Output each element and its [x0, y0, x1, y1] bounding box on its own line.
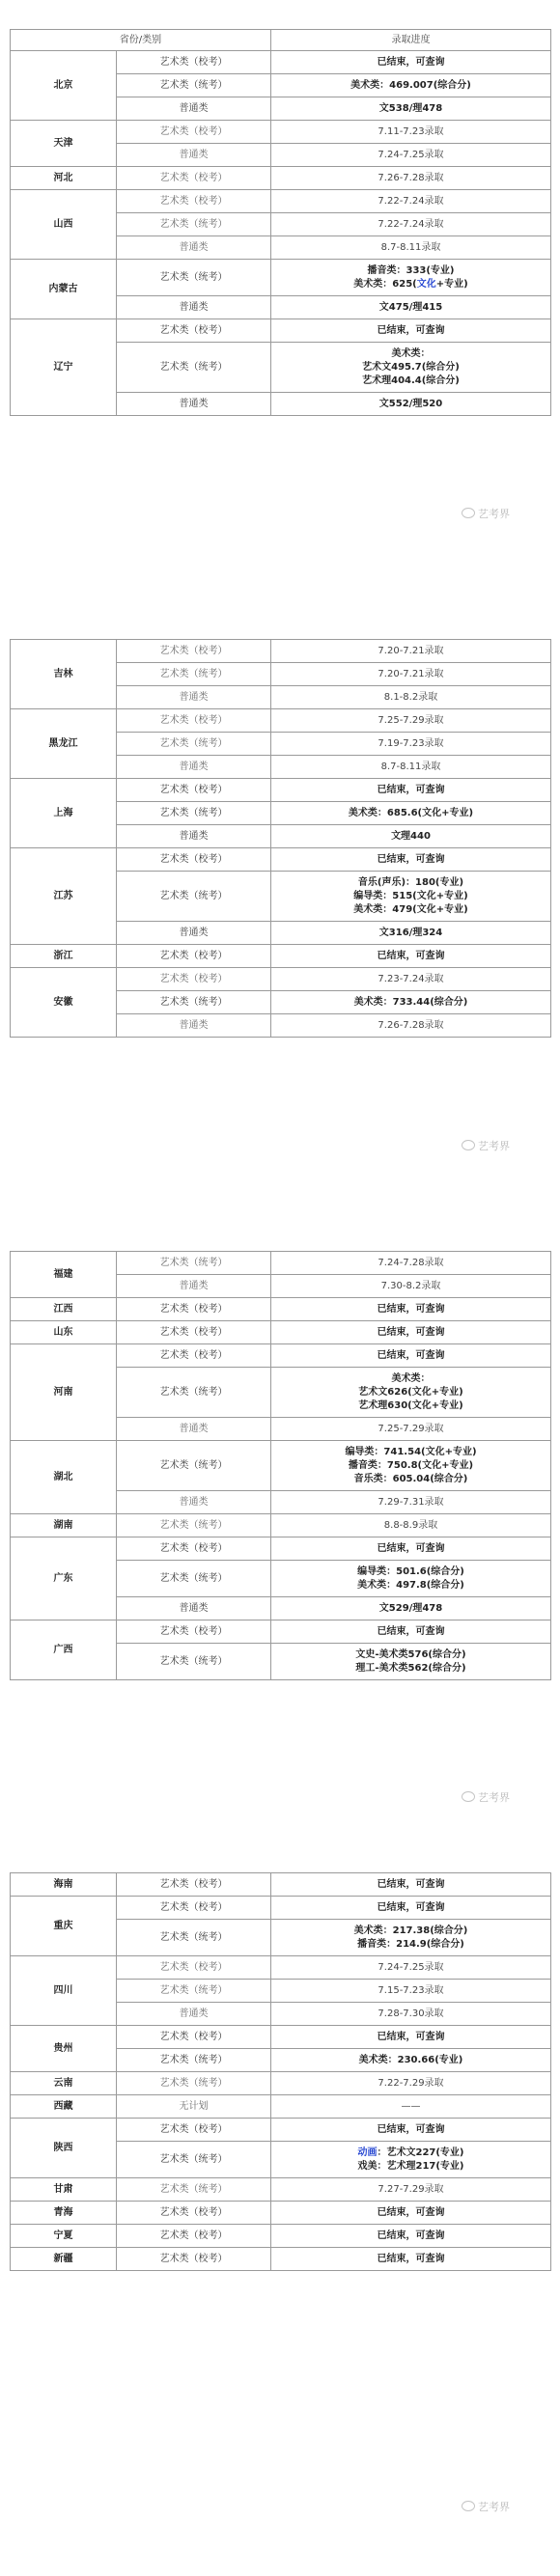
category-cell: 艺术类（校考） — [117, 2248, 271, 2271]
table-row — [11, 779, 551, 802]
progress-line: 编导类：515(文化+专业) — [353, 890, 468, 901]
watermark-text: 艺考界 — [478, 1140, 510, 1152]
table-row — [11, 2225, 551, 2248]
province-cell: 广东 — [11, 1537, 117, 1620]
watermark-text: 艺考界 — [478, 2501, 510, 2513]
category-cell: 艺术类（统考） — [117, 1561, 271, 1597]
progress-line: 艺术文626(文化+专业) — [358, 1386, 463, 1398]
table-row — [11, 319, 551, 343]
table-row — [11, 121, 551, 144]
category-cell: 艺术类（统考） — [117, 213, 271, 236]
category-cell: 普通类 — [117, 1491, 271, 1514]
province-cell: 贵州 — [11, 2026, 117, 2072]
progress-line: 7.24-7.25录取 — [378, 149, 444, 160]
table-row — [11, 51, 551, 74]
progress-cell — [271, 1920, 551, 1956]
progress-line: 已结束，可查询 — [377, 2253, 445, 2264]
progress-cell — [271, 260, 551, 296]
province-cell: 湖北 — [11, 1441, 117, 1514]
progress-line: 7.25-7.29录取 — [378, 1423, 444, 1434]
table-row — [11, 2026, 551, 2049]
province-cell: 青海 — [11, 2202, 117, 2225]
category-cell: 普通类 — [117, 756, 271, 779]
progress-line: 美术类：230.66(专业) — [358, 2054, 463, 2065]
category-cell: 艺术类（统考） — [117, 1368, 271, 1418]
table-row — [11, 1344, 551, 1368]
progress-cell — [271, 1368, 551, 1418]
progress-cell — [271, 296, 551, 319]
category-cell: 艺术类（校考） — [117, 848, 271, 872]
wechat-icon — [462, 508, 475, 518]
province-cell: 吉林 — [11, 640, 117, 709]
table-row — [11, 2178, 551, 2202]
progress-cell — [271, 1491, 551, 1514]
progress-line: 7.29-7.31录取 — [378, 1496, 444, 1508]
category-cell: 艺术类（校考） — [117, 1873, 271, 1897]
progress-cell — [271, 2178, 551, 2202]
progress-line: 7.28-7.30录取 — [378, 2008, 444, 2019]
province-cell: 内蒙古 — [11, 260, 117, 319]
progress-cell — [271, 2119, 551, 2142]
category-cell: 艺术类（统考） — [117, 991, 271, 1014]
category-cell: 艺术类（统考） — [117, 1980, 271, 2003]
category-cell: 艺术类（校考） — [117, 121, 271, 144]
category-cell: 艺术类（校考） — [117, 319, 271, 343]
progress-cell — [271, 343, 551, 393]
category-cell: 艺术类（统考） — [117, 2072, 271, 2095]
progress-line: 7.22-7.24录取 — [378, 195, 444, 207]
category-cell: 普通类 — [117, 236, 271, 260]
progress-cell — [271, 121, 551, 144]
progress-line: 已结束，可查询 — [377, 2123, 445, 2135]
progress-line: 已结束，可查询 — [377, 1303, 445, 1315]
progress-line: 美术类：469.007(综合分) — [350, 79, 471, 91]
category-cell: 艺术类（统考） — [117, 1514, 271, 1537]
category-cell: 艺术类（统考） — [117, 733, 271, 756]
progress-line: 播音类：214.9(综合分) — [357, 1938, 464, 1950]
province-cell: 甘肃 — [11, 2178, 117, 2202]
progress-line: 7.23-7.24录取 — [378, 973, 444, 984]
progress-cell — [271, 872, 551, 922]
progress-line: 已结束，可查询 — [377, 853, 445, 865]
province-cell: 重庆 — [11, 1897, 117, 1956]
progress-line: 7.20-7.21录取 — [378, 645, 444, 656]
table-row — [11, 167, 551, 190]
progress-cell — [271, 144, 551, 167]
progress-line: 7.30-8.2录取 — [380, 1280, 441, 1291]
progress-cell — [271, 1561, 551, 1597]
table-row — [11, 2072, 551, 2095]
progress-line: 7.15-7.23录取 — [378, 1984, 444, 1996]
table-row — [11, 1956, 551, 1980]
progress-cell — [271, 1644, 551, 1680]
table-row — [11, 2202, 551, 2225]
province-cell: 山西 — [11, 190, 117, 260]
progress-line: 文316/理324 — [378, 927, 443, 938]
category-cell: 普通类 — [117, 686, 271, 709]
watermark — [462, 1138, 510, 1153]
progress-cell — [271, 74, 551, 97]
progress-cell — [271, 1597, 551, 1620]
progress-cell — [271, 1980, 551, 2003]
province-cell: 宁夏 — [11, 2225, 117, 2248]
progress-cell — [271, 1514, 551, 1537]
category-cell: 普通类 — [117, 1418, 271, 1441]
progress-cell — [271, 779, 551, 802]
table-row — [11, 1897, 551, 1920]
category-cell: 艺术类（校考） — [117, 1897, 271, 1920]
admission-table — [10, 1251, 551, 1680]
progress-line: 文529/理478 — [378, 1602, 443, 1614]
progress-line: 7.26-7.28录取 — [378, 1019, 444, 1031]
progress-line: 美术类：733.44(综合分) — [353, 996, 468, 1008]
watermark-text: 艺考界 — [478, 508, 510, 520]
table-row — [11, 2119, 551, 2142]
category-cell: 艺术类（校考） — [117, 167, 271, 190]
category-cell: 艺术类（校考） — [117, 2202, 271, 2225]
table-row — [11, 1873, 551, 1897]
table-row — [11, 1321, 551, 1344]
progress-line: 7.20-7.21录取 — [378, 668, 444, 679]
progress-line: 文史-美术类576(综合分) — [355, 1648, 466, 1660]
wechat-icon — [462, 1140, 475, 1150]
watermark — [462, 1789, 510, 1805]
progress-line: 8.7-8.11录取 — [380, 241, 441, 253]
progress-cell — [271, 236, 551, 260]
category-cell: 艺术类（校考） — [117, 190, 271, 213]
progress-cell — [271, 825, 551, 848]
progress-cell — [271, 2142, 551, 2178]
progress-line: 音乐类：605.04(综合分) — [353, 1473, 468, 1484]
progress-cell — [271, 848, 551, 872]
progress-cell — [271, 51, 551, 74]
progress-cell — [271, 1537, 551, 1561]
province-cell: 安徽 — [11, 968, 117, 1038]
category-cell: 艺术类（统考） — [117, 1644, 271, 1680]
progress-cell — [271, 2003, 551, 2026]
admission-table — [10, 1872, 551, 2271]
category-cell: 艺术类（统考） — [117, 1441, 271, 1491]
progress-line: 美术类： — [391, 1372, 431, 1384]
table-row — [11, 1537, 551, 1561]
progress-line: 已结束，可查询 — [377, 2031, 445, 2042]
progress-cell — [271, 393, 551, 416]
progress-line: 7.11-7.23录取 — [378, 125, 444, 137]
progress-line: 文475/理415 — [378, 301, 443, 313]
progress-cell — [271, 1897, 551, 1920]
province-cell: 河北 — [11, 167, 117, 190]
progress-line: 美术类：217.38(综合分) — [353, 1925, 468, 1936]
progress-line: 文538/理478 — [378, 102, 443, 114]
progress-cell — [271, 1956, 551, 1980]
progress-cell — [271, 167, 551, 190]
table-row — [11, 260, 551, 296]
progress-line: 艺术文495.7(综合分) — [362, 361, 460, 373]
category-cell: 艺术类（校考） — [117, 51, 271, 74]
progress-line: 美术类：625(文化+专业) — [353, 278, 468, 290]
province-cell: 广西 — [11, 1620, 117, 1680]
province-cell: 上海 — [11, 779, 117, 848]
table-row — [11, 848, 551, 872]
table-row — [11, 2095, 551, 2119]
province-cell: 陕西 — [11, 2119, 117, 2178]
table-row — [11, 1252, 551, 1275]
progress-cell — [271, 1441, 551, 1491]
category-cell: 普通类 — [117, 97, 271, 121]
progress-cell — [271, 1620, 551, 1644]
category-cell: 艺术类（校考） — [117, 1956, 271, 1980]
category-cell: 普通类 — [117, 393, 271, 416]
province-cell: 北京 — [11, 51, 117, 121]
progress-line: 美术类：685.6(文化+专业) — [348, 807, 474, 818]
watermark — [462, 2499, 510, 2514]
progress-line: 已结束，可查询 — [377, 2206, 445, 2218]
table-row — [11, 968, 551, 991]
category-cell: 普通类 — [117, 296, 271, 319]
progress-line: 7.22-7.29录取 — [378, 2077, 444, 2089]
progress-line: 8.7-8.11录取 — [380, 761, 441, 772]
table-row — [11, 1514, 551, 1537]
progress-line: 已结束，可查询 — [377, 324, 445, 336]
province-cell: 新疆 — [11, 2248, 117, 2271]
category-cell: 艺术类（校考） — [117, 1620, 271, 1644]
admission-table — [10, 639, 551, 1038]
progress-cell — [271, 640, 551, 663]
category-cell: 艺术类（校考） — [117, 1537, 271, 1561]
category-cell: 艺术类（统考） — [117, 74, 271, 97]
progress-cell — [271, 663, 551, 686]
progress-line: 音乐(声乐)：180(专业) — [357, 876, 464, 888]
progress-cell — [271, 2248, 551, 2271]
progress-line: 美术类： — [391, 347, 431, 359]
province-cell: 辽宁 — [11, 319, 117, 416]
progress-cell — [271, 1418, 551, 1441]
category-cell: 普通类 — [117, 922, 271, 945]
progress-cell — [271, 1298, 551, 1321]
category-cell: 无计划 — [117, 2095, 271, 2119]
category-cell: 普通类 — [117, 1597, 271, 1620]
progress-line: 编导类：741.54(文化+专业) — [345, 1446, 477, 1457]
category-cell: 艺术类（校考） — [117, 945, 271, 968]
progress-cell — [271, 1252, 551, 1275]
progress-line: 播音类：750.8(文化+专业) — [348, 1459, 474, 1471]
table-row — [11, 709, 551, 733]
progress-line: 理工-美术类562(综合分) — [355, 1662, 466, 1674]
watermark — [462, 506, 510, 521]
progress-cell — [271, 2095, 551, 2119]
progress-cell — [271, 1014, 551, 1038]
progress-line: 7.26-7.28录取 — [378, 172, 444, 183]
province-cell: 海南 — [11, 1873, 117, 1897]
province-cell: 河南 — [11, 1344, 117, 1441]
progress-line: 7.25-7.29录取 — [378, 714, 444, 726]
province-cell: 湖南 — [11, 1514, 117, 1537]
progress-line: 已结束，可查询 — [377, 784, 445, 795]
category-cell: 艺术类（统考） — [117, 1252, 271, 1275]
province-cell: 江西 — [11, 1298, 117, 1321]
category-cell: 艺术类（统考） — [117, 2142, 271, 2178]
progress-line: 已结束，可查询 — [377, 1349, 445, 1361]
wechat-icon — [462, 1791, 475, 1802]
progress-line: 8.1-8.2录取 — [383, 691, 438, 703]
progress-cell — [271, 1321, 551, 1344]
progress-line: 已结束，可查询 — [377, 1901, 445, 1913]
progress-cell — [271, 213, 551, 236]
progress-line: 播音类：333(专业) — [367, 264, 455, 276]
category-cell: 普通类 — [117, 144, 271, 167]
progress-cell — [271, 1275, 551, 1298]
progress-cell — [271, 190, 551, 213]
progress-line: 已结束，可查询 — [377, 1625, 445, 1637]
progress-line: 编导类：501.6(综合分) — [357, 1565, 464, 1577]
progress-cell — [271, 1344, 551, 1368]
wechat-icon — [462, 2501, 475, 2511]
province-cell: 黑龙江 — [11, 709, 117, 779]
category-cell: 艺术类（校考） — [117, 640, 271, 663]
progress-line: 已结束，可查询 — [377, 950, 445, 961]
table-row — [11, 1441, 551, 1491]
progress-line: 戏美：艺术理217(专业) — [357, 2160, 464, 2172]
table-row — [11, 945, 551, 968]
category-cell: 艺术类（统考） — [117, 2049, 271, 2072]
progress-line: 8.8-8.9录取 — [383, 1519, 438, 1531]
table-header-row — [11, 30, 551, 51]
table-row — [11, 1620, 551, 1644]
progress-cell — [271, 802, 551, 825]
progress-line: 已结束，可查询 — [377, 56, 445, 68]
progress-line: 艺术理630(文化+专业) — [358, 1399, 463, 1411]
progress-cell — [271, 945, 551, 968]
table-row — [11, 2248, 551, 2271]
progress-cell — [271, 1873, 551, 1897]
progress-cell — [271, 733, 551, 756]
province-cell: 西藏 — [11, 2095, 117, 2119]
progress-cell — [271, 756, 551, 779]
progress-line: 已结束，可查询 — [377, 1542, 445, 1554]
category-cell: 艺术类（统考） — [117, 663, 271, 686]
category-cell: 艺术类（统考） — [117, 802, 271, 825]
category-cell: 艺术类（校考） — [117, 2119, 271, 2142]
category-cell: 艺术类（校考） — [117, 1321, 271, 1344]
watermark-text: 艺考界 — [478, 1791, 510, 1804]
progress-line: 美术类：497.8(综合分) — [357, 1579, 464, 1591]
category-cell: 普通类 — [117, 1014, 271, 1038]
progress-cell — [271, 968, 551, 991]
progress-cell — [271, 709, 551, 733]
progress-line: 文552/理520 — [378, 398, 443, 409]
progress-cell — [271, 922, 551, 945]
header-province-category: 省份/类别 — [11, 30, 271, 51]
table-row — [11, 1298, 551, 1321]
admission-table — [10, 29, 551, 416]
province-cell: 云南 — [11, 2072, 117, 2095]
progress-line: 动画：艺术文227(专业) — [357, 2147, 464, 2158]
category-cell: 艺术类（统考） — [117, 343, 271, 393]
province-cell: 四川 — [11, 1956, 117, 2026]
progress-line: 7.27-7.29录取 — [378, 2183, 444, 2195]
progress-line: 7.19-7.23录取 — [378, 737, 444, 749]
category-cell: 艺术类（校考） — [117, 968, 271, 991]
progress-line: 已结束，可查询 — [377, 1878, 445, 1890]
category-cell: 艺术类（校考） — [117, 779, 271, 802]
table-row — [11, 190, 551, 213]
progress-cell — [271, 319, 551, 343]
category-cell: 艺术类（统考） — [117, 2178, 271, 2202]
category-cell: 艺术类（统考） — [117, 872, 271, 922]
progress-line: 7.24-7.28录取 — [378, 1257, 444, 1268]
progress-cell — [271, 991, 551, 1014]
province-cell: 江苏 — [11, 848, 117, 945]
progress-line: 已结束，可查询 — [377, 1326, 445, 1338]
category-cell: 普通类 — [117, 2003, 271, 2026]
table-row — [11, 640, 551, 663]
category-cell: 普通类 — [117, 825, 271, 848]
progress-line: 美术类：479(文化+专业) — [353, 903, 468, 915]
category-cell: 艺术类（校考） — [117, 709, 271, 733]
category-cell: 艺术类（校考） — [117, 2225, 271, 2248]
progress-line: 艺术理404.4(综合分) — [362, 374, 460, 386]
header-progress: 录取进度 — [271, 30, 551, 51]
progress-line: 7.24-7.25录取 — [378, 1961, 444, 1973]
progress-cell — [271, 2049, 551, 2072]
progress-cell — [271, 2072, 551, 2095]
category-cell: 艺术类（校考） — [117, 1298, 271, 1321]
province-cell: 天津 — [11, 121, 117, 167]
progress-line: 文理440 — [391, 830, 431, 842]
province-cell: 山东 — [11, 1321, 117, 1344]
progress-line: 7.22-7.24录取 — [378, 218, 444, 230]
progress-cell — [271, 2202, 551, 2225]
progress-cell — [271, 2026, 551, 2049]
progress-cell — [271, 97, 551, 121]
progress-line: 已结束，可查询 — [377, 2230, 445, 2241]
progress-cell — [271, 2225, 551, 2248]
category-cell: 艺术类（统考） — [117, 260, 271, 296]
category-cell: 艺术类（校考） — [117, 2026, 271, 2049]
progress-cell — [271, 686, 551, 709]
category-cell: 艺术类（校考） — [117, 1344, 271, 1368]
progress-line: —— — [401, 2100, 421, 2112]
category-cell: 普通类 — [117, 1275, 271, 1298]
province-cell: 浙江 — [11, 945, 117, 968]
category-cell: 艺术类（统考） — [117, 1920, 271, 1956]
province-cell: 福建 — [11, 1252, 117, 1298]
